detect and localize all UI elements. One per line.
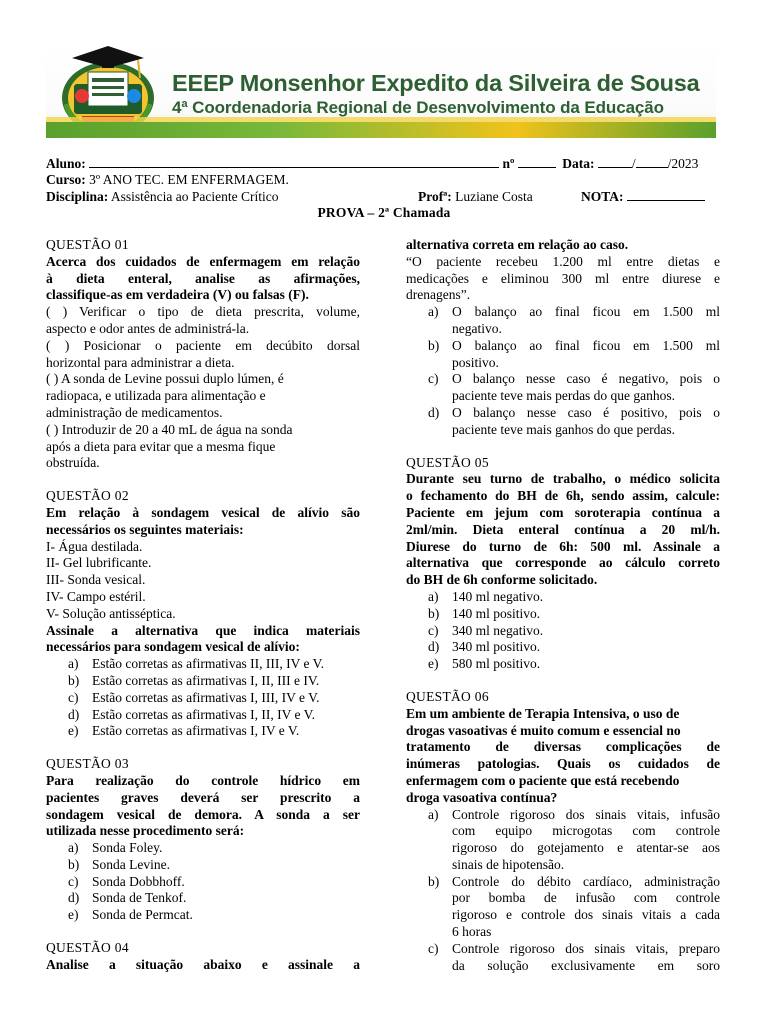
- q5-stem-line: Paciente em jejum com soroterapia contínua a: [406, 504, 720, 520]
- school-banner: [46, 42, 716, 138]
- option-text: sinais de hipotensão.: [452, 856, 565, 872]
- left-column: [46, 237, 360, 974]
- option-text: por bomba de infusão com controle: [452, 890, 720, 906]
- prof-label: Profª:: [418, 189, 452, 204]
- q2-material: III- Sonda vesical.: [46, 572, 146, 588]
- q1-item: [46, 422, 360, 472]
- option-text: 340 ml negativo.: [452, 622, 544, 638]
- q2-option-b[interactable]: [46, 673, 360, 690]
- student-line: Aluno: nº Data: / /2023: [46, 156, 699, 171]
- option-letter: b): [68, 856, 80, 872]
- option-text: negativo.: [452, 320, 502, 336]
- q4-stem-start: [46, 957, 360, 974]
- data-label: Data:: [562, 156, 595, 171]
- option-letter: b): [428, 873, 440, 889]
- option-letter: c): [428, 940, 439, 956]
- option-text: com equipo microgotas com controle: [452, 823, 720, 839]
- option-text: Sonda de Tenkof.: [92, 890, 187, 906]
- q3-stem-line: utilizada nesse procedimento será:: [46, 823, 245, 839]
- q3-option-d[interactable]: [46, 890, 360, 907]
- option-text: O balanço nesse caso é negativo, pois o: [452, 371, 720, 387]
- option-letter: e): [68, 907, 79, 923]
- q3-option-e[interactable]: [46, 907, 360, 924]
- q2-stem2: [46, 623, 360, 657]
- exam-title: PROVA – 2ª Chamada: [317, 205, 451, 220]
- option-letter: b): [428, 337, 440, 353]
- aluno-label: Aluno:: [46, 156, 86, 171]
- q5-title: QUESTÃO 05: [406, 454, 489, 470]
- year-value: /2023: [667, 156, 699, 171]
- option-text: paciente teve mais perdas do que ganhos.: [452, 388, 676, 404]
- q6-option-b[interactable]: [406, 874, 720, 941]
- option-text: Sonda Levine.: [92, 856, 170, 872]
- right-column: [406, 237, 720, 974]
- q4-case-line: drenagens”.: [406, 287, 471, 303]
- option-text: paciente teve mais ganhos do que perdas.: [452, 421, 676, 437]
- q4-case-line: “O paciente recebeu 1.200 ml entre dietas e: [406, 253, 720, 269]
- q4-case: [406, 254, 720, 304]
- q6-options: [406, 807, 720, 975]
- month-field[interactable]: [636, 155, 668, 168]
- option-letter: e): [428, 656, 439, 672]
- q6-stem-line: tratamento de diversas complicações de: [406, 739, 720, 755]
- option-letter: b): [428, 605, 440, 621]
- q1-item: [46, 304, 360, 338]
- curso-line: [46, 171, 289, 188]
- q5-stem-line: 2ml/min. Dieta enteral contínua a 20 ml/h.: [406, 521, 720, 537]
- q6-stem-line: droga vasoativa contínua?: [406, 789, 558, 805]
- q4-stem-continued: [406, 237, 720, 254]
- option-text: Estão corretas as afirmativas I, III, IV e V.: [92, 689, 320, 705]
- disciplina-label: Disciplina:: [46, 189, 109, 204]
- prof-line: [418, 188, 533, 205]
- option-letter: e): [68, 723, 79, 739]
- q4-option-d[interactable]: [406, 405, 720, 439]
- option-letter: b): [68, 672, 80, 688]
- q6-stem-line: enfermagem com o paciente que está recebendo: [406, 772, 680, 788]
- option-text: O balanço ao final ficou em 1.500 ml: [452, 304, 720, 320]
- q1-item-line: obstruída.: [46, 455, 100, 471]
- option-letter: a): [68, 840, 79, 856]
- option-text: 6 horas: [452, 924, 492, 940]
- q2-option-e[interactable]: [46, 723, 360, 740]
- q1-item-line: após a dieta para evitar que a mesma fique: [46, 438, 276, 454]
- banner-stripe: [46, 122, 716, 138]
- q3-stem-line: Para realização do controle hídrico em: [46, 772, 360, 788]
- disciplina-value: Assistência ao Paciente Crítico: [110, 189, 279, 204]
- q1-item-line: administração de medicamentos.: [46, 404, 223, 420]
- q2-options: [46, 656, 360, 740]
- q2-material: IV- Campo estéril.: [46, 588, 146, 604]
- option-text: Controle rigoroso dos sinais vitais, preparo: [452, 940, 720, 956]
- q1-item-line: ( ) Introduzir de 20 a 40 mL de água na sonda: [46, 421, 293, 437]
- option-letter: c): [68, 689, 79, 705]
- q1-item: [46, 338, 360, 372]
- q5-option-a[interactable]: [406, 589, 720, 606]
- option-text: Sonda Dobbhoff.: [92, 873, 185, 889]
- option-text: Estão corretas as afirmativas II, III, IV e V.: [92, 656, 325, 672]
- q2-stem2-line: Assinale a alternativa que indica materiais: [46, 622, 360, 638]
- curso-label: Curso:: [46, 172, 86, 187]
- q1-stem: [46, 254, 360, 304]
- q5-option-d[interactable]: [406, 639, 720, 656]
- option-letter: d): [68, 890, 80, 906]
- q5-stem-line: alternativa que corresponde ao cálculo correto: [406, 555, 720, 571]
- q2-material: I- Água destilada.: [46, 538, 143, 554]
- option-text: O balanço nesse caso é positivo, pois o: [452, 404, 720, 420]
- nota-line: [581, 188, 705, 205]
- option-letter: d): [428, 639, 440, 655]
- q1-item-line: horizontal para administrar a dieta.: [46, 354, 235, 370]
- option-text: 340 ml positivo.: [452, 639, 541, 655]
- option-text: Estão corretas as afirmativas I, II, III e IV.: [92, 672, 320, 688]
- option-text: 140 ml positivo.: [452, 605, 541, 621]
- q5-stem-line: o fechamento do BH de 6h, sendo assim, calcule:: [406, 488, 720, 504]
- option-letter: c): [68, 873, 79, 889]
- q6-stem-line: Em um ambiente de Terapia Intensiva, o uso de: [406, 705, 680, 721]
- option-letter: d): [68, 706, 80, 722]
- q6-option-c[interactable]: [406, 941, 720, 975]
- q6-stem: [406, 706, 720, 807]
- q6-option-a[interactable]: [406, 807, 720, 874]
- aluno-field[interactable]: [89, 155, 499, 168]
- option-text: positivo.: [452, 354, 499, 370]
- option-text: 580 ml positivo.: [452, 656, 541, 672]
- option-letter: a): [428, 304, 439, 320]
- q3-title: QUESTÃO 03: [46, 756, 129, 772]
- prof-value: Luziane Costa: [455, 189, 533, 204]
- q4-stem-line: alternativa correta em relação ao caso.: [406, 237, 629, 252]
- option-text: 140 ml negativo.: [452, 588, 544, 604]
- option-letter: a): [68, 656, 79, 672]
- option-letter: c): [428, 622, 439, 638]
- q3-stem: [46, 773, 360, 840]
- q4-stem-line: Analise a situação abaixo e assinale a: [46, 956, 360, 972]
- q4-title: QUESTÃO 04: [46, 940, 129, 956]
- q3-option-a[interactable]: [46, 840, 360, 857]
- curso-value: 3º ANO TEC. EM ENFERMAGEM.: [89, 172, 289, 187]
- q1-item-line: ( ) Verificar o tipo de dieta prescrita, volume,: [46, 304, 360, 320]
- option-text: rigoroso do gotejamento e atentar-se aos: [452, 840, 720, 856]
- q2-option-c[interactable]: [46, 690, 360, 707]
- option-letter: c): [428, 371, 439, 387]
- q2-materials: [46, 539, 360, 623]
- q4-case-line: medicações e eliminou 300 ml entre diurese e: [406, 270, 720, 286]
- q5-stem-line: do BH de 6h conforme solicitado.: [406, 572, 598, 588]
- q3-option-b[interactable]: [46, 857, 360, 874]
- q2-option-a[interactable]: [46, 656, 360, 673]
- q5-option-e[interactable]: [406, 656, 720, 673]
- q5-options: [406, 589, 720, 673]
- q2-stem-line: Em relação à sondagem vesical de alívio são: [46, 504, 360, 520]
- q5-stem: [406, 471, 720, 589]
- q3-options: [46, 840, 360, 924]
- q1-stem-line: classifique-as em verdadeira (V) ou falsas (F).: [46, 287, 309, 303]
- q6-stem-line: inúmeras patologias. Quais os cuidados de: [406, 756, 720, 772]
- q2-stem2-line: necessários para sondagem vesical de alívio:: [46, 639, 300, 655]
- option-text: da solução exclusivamente em soro: [452, 957, 720, 973]
- q3-stem-line: pacientes graves deverá ser prescrito a: [46, 789, 360, 805]
- option-letter: a): [428, 588, 439, 604]
- q1-item-line: ( ) A sonda de Levine possui duplo lúmen, é: [46, 371, 284, 387]
- q3-stem-line: sondagem vesical de demora. A sonda a ser: [46, 806, 360, 822]
- q1-item-line: ( ) Posicionar o paciente em decúbito dorsal: [46, 337, 360, 353]
- q5-stem-line: Durante seu turno de trabalho, o médico solicita: [406, 471, 720, 487]
- option-text: Controle rigoroso dos sinais vitais, infusão: [452, 806, 720, 822]
- q3-option-c[interactable]: [46, 874, 360, 891]
- q6-stem-line: drogas vasoativas é muito comum e essencial no: [406, 722, 681, 738]
- option-text: Estão corretas as afirmativas I, II, IV e V.: [92, 706, 316, 722]
- option-text: Sonda Foley.: [92, 840, 163, 856]
- q1-item-line: aspecto e odor antes de administrá-la.: [46, 320, 250, 336]
- disciplina-line: [46, 188, 278, 205]
- q1-item: [46, 371, 360, 421]
- q2-stem: [46, 505, 360, 539]
- q5-option-b[interactable]: [406, 606, 720, 623]
- school-name: EEEP Monsenhor Expedito da Silveira de Sousa: [172, 70, 700, 96]
- option-text: Estão corretas as afirmativas I, IV e V.: [92, 723, 300, 739]
- q2-stem-line: necessários os seguintes materiais:: [46, 521, 244, 537]
- q6-title: QUESTÃO 06: [406, 688, 489, 704]
- q2-title: QUESTÃO 02: [46, 488, 129, 504]
- q5-stem-line: Diurese do turno de 6h: 500 ml. Assinale a: [406, 538, 720, 554]
- option-text: rigoroso e controle dos sinais vitais a cada: [452, 907, 720, 923]
- option-text: Sonda de Permcat.: [92, 907, 193, 923]
- option-letter: d): [428, 404, 440, 420]
- q1-title: QUESTÃO 01: [46, 237, 129, 252]
- option-text: O balanço ao final ficou em 1.500 ml: [452, 337, 720, 353]
- q1-stem-line: Acerca dos cuidados de enfermagem em relação: [46, 253, 360, 269]
- q4-options: [406, 304, 720, 438]
- q2-option-d[interactable]: [46, 707, 360, 724]
- q1-stem-line: à dieta enteral, analise as afirmações,: [46, 270, 360, 286]
- q4-option-b[interactable]: [406, 338, 720, 372]
- q2-material: II- Gel lubrificante.: [46, 555, 152, 571]
- q1-item-line: radiopaca, e utilizada para alimentação e: [46, 388, 266, 404]
- option-letter: a): [428, 806, 439, 822]
- numero-field[interactable]: [518, 155, 556, 168]
- numero-label: nº: [502, 156, 515, 171]
- school-subtitle: 4ª Coordenadoria Regional de Desenvolvimento da Educação: [172, 98, 664, 117]
- q2-material: V- Solução antisséptica.: [46, 605, 176, 621]
- day-field[interactable]: [598, 155, 632, 168]
- nota-label: NOTA:: [581, 189, 624, 204]
- option-text: Controle do débito cardíaco, administração: [452, 873, 720, 889]
- nota-field[interactable]: [627, 188, 705, 201]
- q5-option-c[interactable]: [406, 623, 720, 640]
- q4-option-c[interactable]: [406, 371, 720, 405]
- q4-option-a[interactable]: [406, 304, 720, 338]
